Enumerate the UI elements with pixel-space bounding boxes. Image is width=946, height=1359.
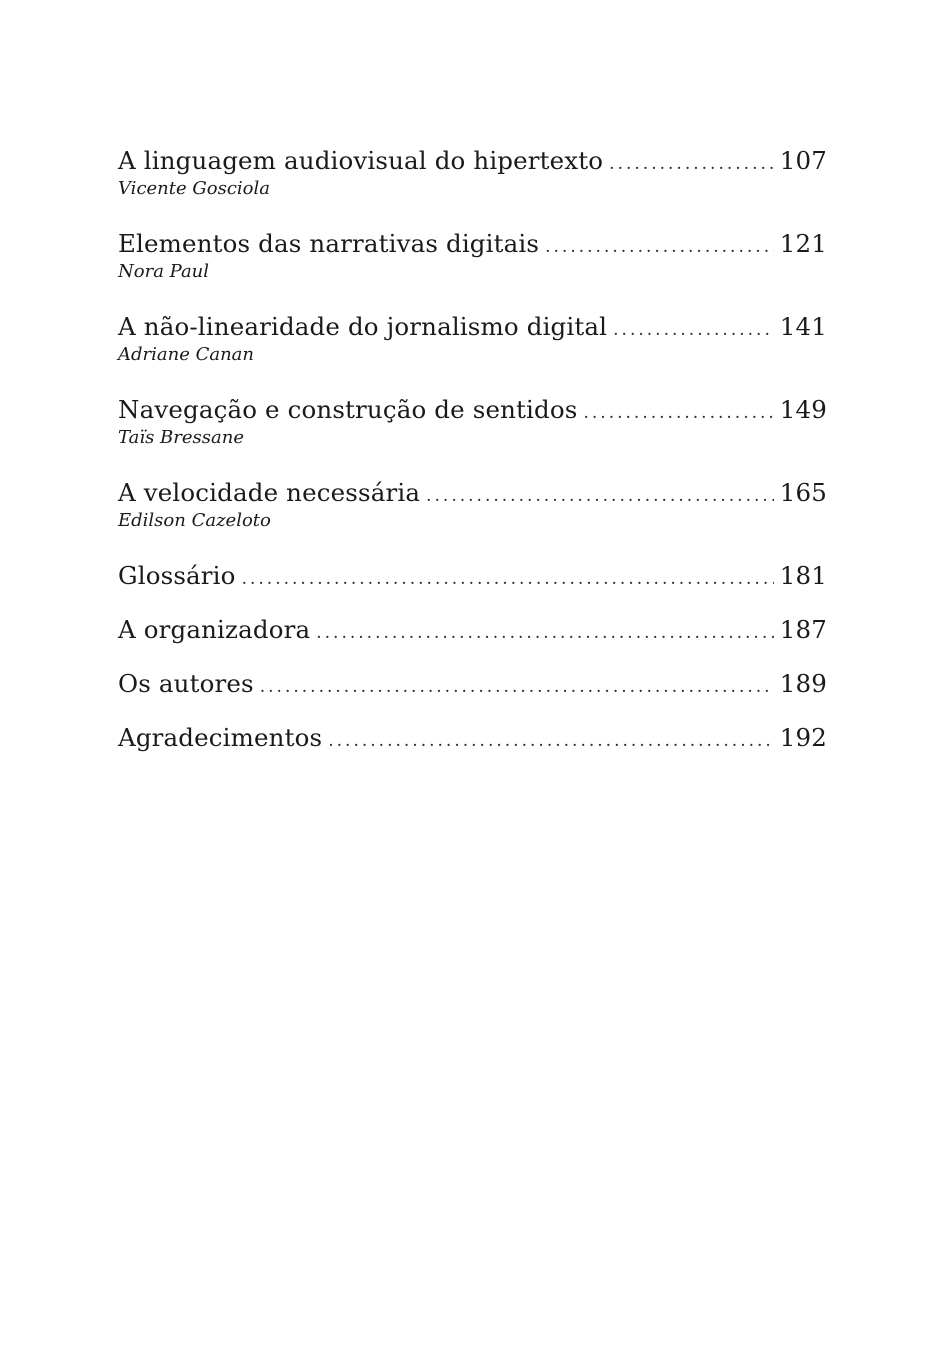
dot-leader: [613, 311, 774, 350]
toc-entry: [118, 610, 827, 649]
toc-entry-row: [118, 473, 827, 512]
toc-entry: [118, 473, 827, 533]
toc-entry-author: Taïs Bressane: [118, 427, 244, 448]
toc-entry-title: A linguagem audiovisual do hipertexto: [118, 146, 604, 175]
toc-entry-row: [118, 390, 827, 429]
toc-entry: [118, 664, 827, 703]
toc-entry: [118, 556, 827, 595]
toc-entry-title: A não-linearidade do jornalismo digital: [118, 312, 608, 341]
dot-leader: [426, 477, 774, 516]
toc-entry-page: 181: [779, 561, 827, 590]
toc-entry-title: A organizadora: [118, 615, 311, 644]
table-of-contents: [118, 141, 827, 772]
toc-entry-page: 107: [779, 146, 827, 175]
toc-entry-page: 149: [779, 395, 827, 424]
dot-leader: [260, 668, 774, 707]
toc-entry-row: [118, 610, 827, 649]
toc-entry-page: 141: [779, 312, 827, 341]
dot-leader: [328, 722, 774, 761]
toc-entry: [118, 390, 827, 450]
dot-leader: [609, 145, 774, 184]
toc-entry-row: [118, 718, 827, 757]
toc-entry-author: Vicente Gosciola: [118, 178, 270, 199]
toc-entry-author: Edilson Cazeloto: [118, 510, 271, 531]
toc-entry-page: 192: [779, 723, 827, 752]
toc-entry-title: Navegação e construção de sentidos: [118, 395, 578, 424]
toc-entry-title: Agradecimentos: [118, 723, 323, 752]
toc-entry-row: [118, 141, 827, 180]
toc-entry-title: A velocidade necessária: [118, 478, 421, 507]
dot-leader: [316, 614, 774, 653]
toc-entry-page: 189: [779, 669, 827, 698]
toc-entry: [118, 718, 827, 757]
dot-leader: [545, 228, 774, 267]
toc-entry-title: Os autores: [118, 669, 254, 698]
toc-entry-page: 187: [779, 615, 827, 644]
toc-entry-row: [118, 556, 827, 595]
toc-entry-title: Glossário: [118, 561, 236, 590]
dot-leader: [583, 394, 773, 433]
toc-entry-author: Nora Paul: [118, 261, 210, 282]
toc-entry-page: 165: [779, 478, 827, 507]
toc-entry-author: Adriane Canan: [118, 344, 255, 365]
toc-entry: [118, 307, 827, 367]
dot-leader: [242, 560, 774, 599]
toc-entry: [118, 224, 827, 284]
toc-entry: [118, 141, 827, 201]
toc-entry-page: 121: [779, 229, 827, 258]
toc-entry-row: [118, 307, 827, 346]
toc-entry-row: [118, 664, 827, 703]
toc-entry-row: [118, 224, 827, 263]
toc-entry-title: Elementos das narrativas digitais: [118, 229, 540, 258]
